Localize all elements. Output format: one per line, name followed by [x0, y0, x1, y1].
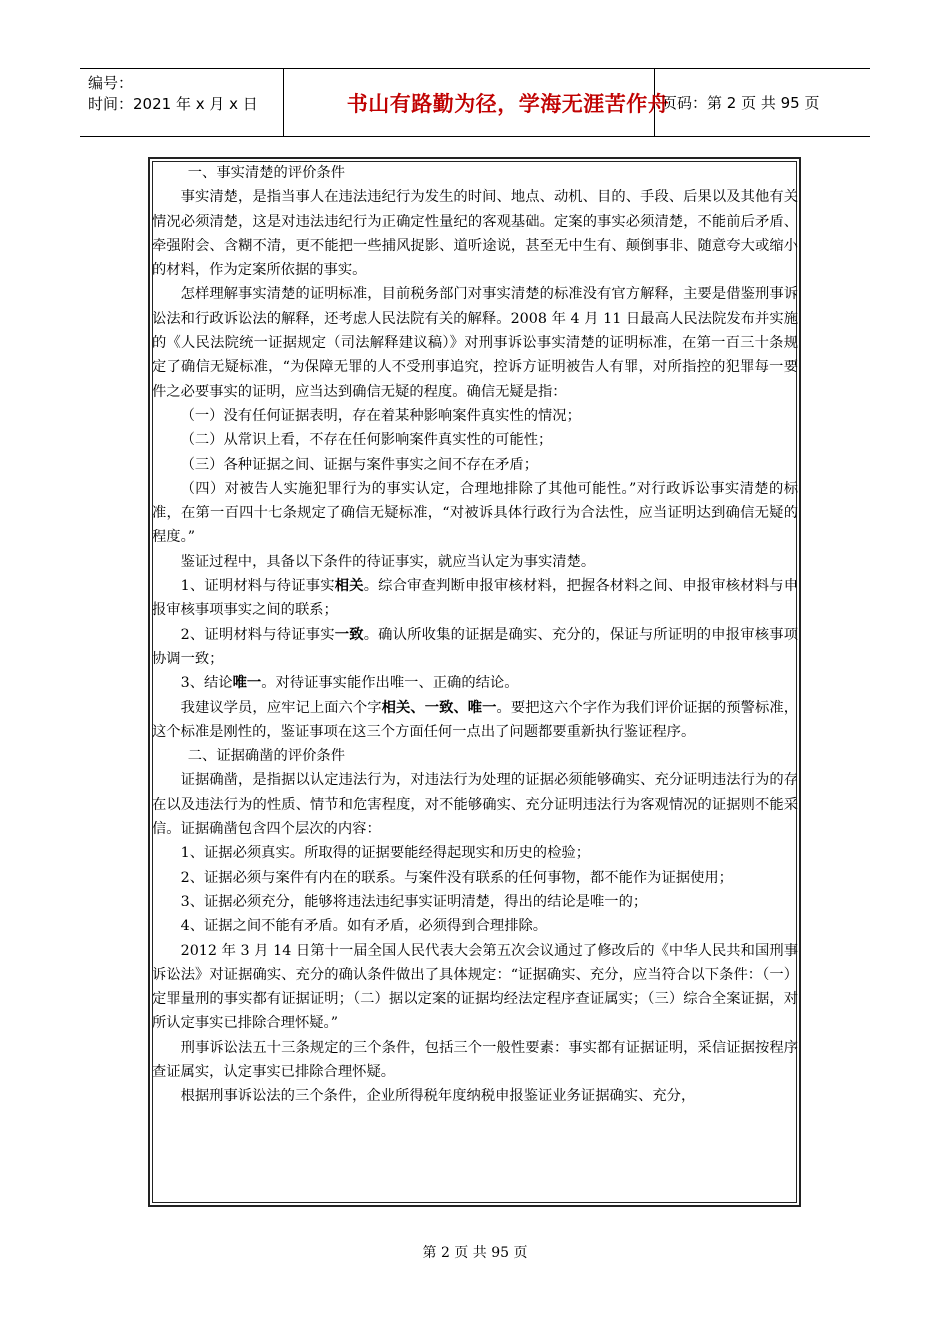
number-label: 编号： — [88, 74, 134, 92]
condition-text: 3、结论 — [180, 675, 233, 692]
header-page-label: 页码：第 2 页 共 95 页 — [662, 94, 820, 112]
paragraph-text: 我建议学员，应牢记上面六个字 — [180, 699, 382, 716]
list-item: （三）各种证据之间、证据与案件事实之间不存在矛盾； — [180, 456, 539, 473]
list-item: （二）从常识上看，不存在任何影响案件真实性的可能性； — [180, 432, 553, 449]
header-meta — [88, 73, 258, 115]
list-item: 4、证据之间不能有矛盾。如有矛盾，必须得到合理排除。 — [180, 918, 548, 935]
paragraph: 鉴证过程中，具备以下条件的待证事实，就应当认定为事实清楚。 — [180, 553, 596, 570]
condition-item — [152, 574, 798, 623]
page-header — [80, 68, 870, 137]
list-item: 1、证据必须真实。所取得的证据要能经得起现实和历史的检验； — [180, 845, 590, 862]
paragraph: 根据刑事诉讼法的三个条件，企业所得税年度纳税申报鉴证业务证据确实、充分， — [180, 1088, 696, 1105]
paragraph: 怎样理解事实清楚的证明标准，目前税务部门对事实清楚的标准没有官方解释，主要是借鉴刑事诉讼法和行政诉讼法的解释，还考虑人民法院有关的解释。2008 年 4 月 11 日最高人民法院发布并实施的《人民法院统一证据规定（司法解释建议稿）》对刑事诉讼事实清楚的证明标准，在第一百三十条规定了确信无疑标准，“为保障无罪的人不受刑事追究，控诉方证明被告人有罪，对所指控的犯罪每一要件之必要事实的证明，应当达到确信无疑的程度。确信无疑是指： — [152, 286, 798, 400]
condition-keyword: 唯一 — [232, 675, 262, 692]
paragraph: 证据确凿，是指据以认定违法行为，对违法行为处理的证据必须能够确实、充分证明违法行为的存在以及违法行为的性质、情节和危害程度，对不能够确实、充分证明违法行为客观情况的证据则不能采信。证据确凿包含四个层次的内容： — [152, 772, 798, 838]
condition-text: 2、证明材料与待证事实 — [180, 626, 335, 643]
paragraph: 2012 年 3 月 14 日第十一届全国人民代表大会第五次会议通过了修改后的《中华人民共和国刑事诉讼法》对证据确实、充分的确认条件做出了具体规定：“证据确实、充分，应当符合以下条件：（一）定罪量刑的事实都有证据证明；（二）据以定案的证据均经法定程序查证属实；（三）综合全案证据，对所认定事实已排除合理怀疑。” — [152, 942, 798, 1032]
condition-keyword: 相关 — [334, 578, 364, 595]
condition-item — [152, 623, 798, 672]
condition-text: 。对待证事实能作出唯一、正确的结论。 — [261, 675, 519, 692]
condition-text: 1、证明材料与待证事实 — [180, 578, 335, 595]
list-item: （一）没有任何证据表明，存在着某种影响案件真实性的情况； — [180, 407, 581, 424]
paragraph-text: 。要把这六个字作为我们评价证据的预警标准，这个标准是刚性的，鉴证事项在这三个方面任何一点出了问题都要重新执行鉴证程序。 — [152, 699, 799, 740]
paragraph — [152, 696, 798, 745]
condition-item — [152, 671, 798, 695]
time-label: 时间：2021 年 x 月 x 日 — [88, 95, 258, 113]
paragraph: 事实清楚，是指当事人在违法违纪行为发生的时间、地点、动机、目的、手段、后果以及其他有关情况必须清楚，这是对违法违纪行为正确定性量纪的客观基础。定案的事实必须清楚，不能前后矛盾、牵强附会、含糊不清，更不能把一些捕风捉影、道听途说，甚至无中生有、颠倒事非、随意夸大或缩小的材料，作为定案所依据的事实。 — [152, 189, 798, 279]
section-heading: 一、事实清楚的评价条件 — [187, 165, 346, 181]
list-item: （四）对被告人实施犯罪行为的事实认定，合理地排除了其他可能性。”对行政诉讼事实清楚的标准，在第一百四十七条规定了确信无疑标准，“对被诉具体行政行为合法性，应当证明达到确信无疑的程度。” — [152, 480, 798, 546]
document-body — [152, 161, 798, 1109]
list-item: 3、证据必须充分，能够将违法违纪事实证明清楚，得出的结论是唯一的； — [180, 893, 648, 910]
list-item: 2、证据必须与案件有内在的联系。与案件没有联系的任何事物，都不能作为证据使用； — [180, 869, 733, 886]
section-heading: 二、证据确凿的评价条件 — [187, 748, 346, 765]
condition-text: 。综合审查判断申报审核材料，把握各材料之间、申报审核材料与申报审核事项事实之间的联系； — [152, 578, 798, 619]
header-motto: 书山有路勤为径，学海无涯苦作舟 — [346, 91, 670, 116]
page-footer: 第 2 页 共 95 页 — [422, 1245, 528, 1261]
condition-keyword: 一致 — [334, 626, 364, 643]
condition-text: 。确认所收集的证据是确实、充分的，保证与所证明的申报审核事项协调一致； — [152, 626, 798, 667]
paragraph: 刑事诉讼法五十三条规定的三个条件，包括三个一般性要素：事实都有证据证明，采信证据按程序查证属实，认定事实已排除合理怀疑。 — [152, 1039, 798, 1080]
keyword-emphasis: 相关、一致、唯一 — [381, 699, 497, 716]
